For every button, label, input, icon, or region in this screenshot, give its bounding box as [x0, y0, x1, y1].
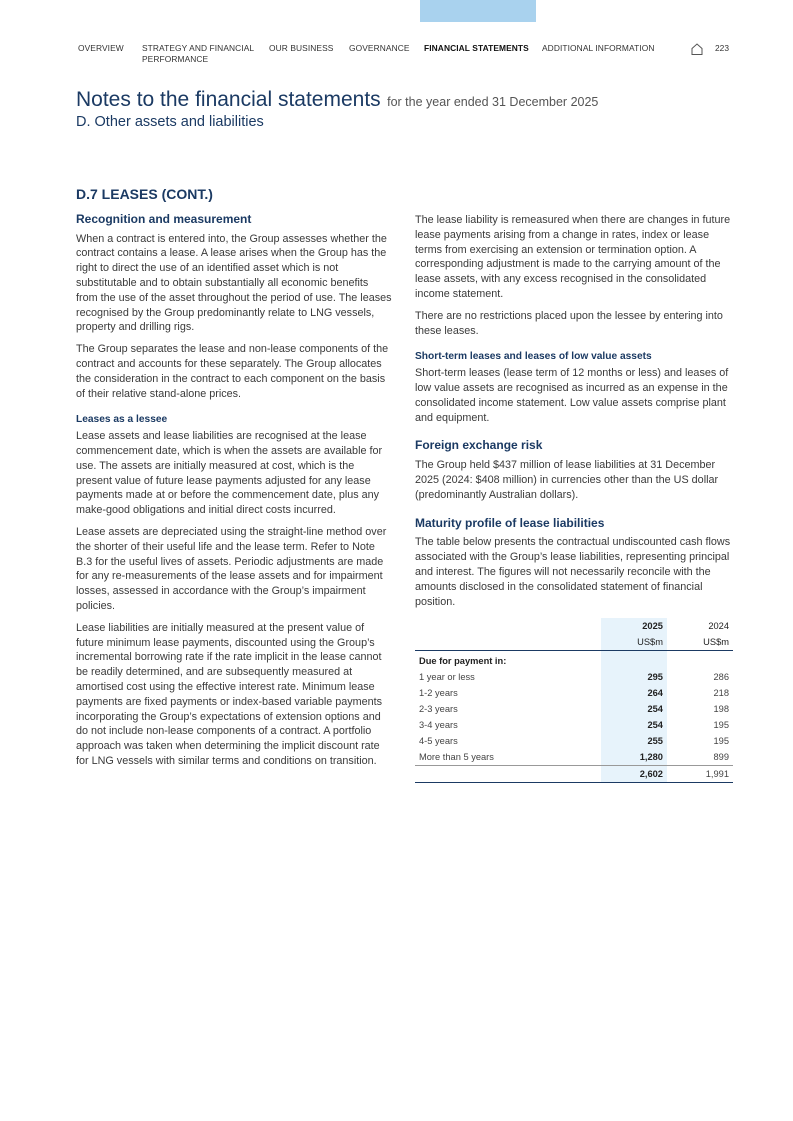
value-2025: 255: [601, 733, 667, 749]
note-heading: D.7 LEASES (CONT.): [76, 186, 213, 202]
maturity-table: [415, 618, 733, 783]
recognition-heading: Recognition and measurement: [76, 211, 252, 226]
row-label: 2-3 years: [419, 703, 458, 714]
short-term-paragraph: Short-term leases (lease term of 12 months or less) and leases of low value assets are recognised as incurred as an expense in the consolidated income statement. Low value assets comprise plant and equipment.: [415, 367, 729, 424]
nav-strategy[interactable]: STRATEGY AND FINANCIAL PERFORMANCE: [142, 43, 254, 64]
lessee-heading: Leases as a lessee: [76, 414, 168, 426]
table-unit-row: [415, 634, 733, 651]
value-2025: 1,280: [601, 749, 667, 766]
short-term-heading: Short-term leases and leases of low value assets: [415, 351, 652, 363]
due-label: Due for payment in:: [419, 655, 507, 666]
row-label: 3-4 years: [419, 719, 458, 730]
nav-overview[interactable]: OVERVIEW: [78, 43, 124, 53]
row-label: 4-5 years: [419, 735, 458, 746]
recognition-paragraph-2: The Group separates the lease and non-lease components of the contract and accounts for these separately. The Group allocates the consideration in the contract to each component on the basis of their relative stand-alone prices.: [76, 343, 389, 400]
lessee-paragraph-3: Lease liabilities are initially measured at the present value of future minimum lease payments, discounted using the Group’s incremental borrowing rate if the rate implicit in the lease cannot be readily determined, and are subsequently measured at amortised cost using the effective interest rate. Minimum lease payments are fixed payments or index-based variable payments incorporating the Group’s expectations of extension options and do not include non-lease components of a contract. A portfolio approach was taken when determining the implicit discount rate for LNG vessels with similar terms and conditions on transition.: [76, 621, 383, 767]
section-title: D. Other assets and liabilities: [76, 114, 264, 130]
left-column: [76, 187, 392, 776]
value-2025: 295: [601, 669, 667, 685]
table-row: [415, 717, 733, 733]
value-2024: 198: [713, 703, 729, 714]
recognition-paragraph-1: When a contract is entered into, the Group assesses whether the contract contains a lease. A lease arises when the Group has the right to direct the use of an identified asset which is not substitutable and to obtain substantially all economic benefits from the use of the asset throughout the period of use. The leases recognised by the Group predominantly relate to LNG vessels, property and drilling rigs.: [76, 232, 392, 334]
restrictions-paragraph: There are no restrictions placed upon the lessee by entering into these leases.: [415, 309, 723, 337]
table-row: [415, 685, 733, 701]
lessee-paragraph-1: Lease assets and lease liabilities are recognised at the lease commencement date, which is when the assets are available for use. The assets are initially measured at cost, which is the present value of future lease payments adjusted for any lease payments made at or before the commencement date, plus any make-good obligations and initial direct costs incurred.: [76, 430, 383, 517]
value-2024: 899: [713, 751, 729, 762]
total-2024: 1,991: [667, 766, 733, 783]
nav-governance[interactable]: GOVERNANCE: [349, 43, 410, 53]
unit-2025: US$m: [601, 634, 667, 651]
fx-paragraph: The Group held $437 million of lease liabilities at 31 December 2025 (2024: $408 million) in currencies other than the US dollar (predominantly Australian dollars).: [415, 459, 719, 501]
page-number: 223: [715, 43, 729, 53]
remeasurement-paragraph: The lease liability is remeasured when there are changes in future lease payments arising from a change in rates, index or lease terms from exercising an extension or termination option. A corresponding adjustment is made to the carrying amount of the lease assets, with any excess recognised in the consolidated income statement.: [415, 214, 731, 300]
nav-financial-statements[interactable]: FINANCIAL STATEMENTS: [424, 43, 529, 53]
table-row: [415, 733, 733, 749]
row-label: 1 year or less: [419, 671, 475, 682]
maturity-paragraph: The table below presents the contractual undiscounted cash flows associated with the Group’s lease liabilities, representing principal and interest. The figures will not necessarily reconcile with the amounts disclosed in the consolidated statement of financial position.: [415, 536, 731, 608]
value-2025: 254: [601, 717, 667, 733]
value-2024: 195: [713, 719, 729, 730]
home-icon[interactable]: [690, 42, 704, 56]
page-title-subtitle: for the year ended 31 December 2025: [387, 95, 599, 109]
right-column: [415, 213, 733, 783]
lessee-paragraph-2: Lease assets are depreciated using the straight-line method over the shorter of their useful life and the lease term. Refer to Note B.3 for the useful lives of assets. Periodic adjustments are made for any re-measurements of the lease assets and for impairment losses, assessed in accordance with the Group’s impairment policies.: [76, 525, 387, 612]
value-2025: 254: [601, 701, 667, 717]
table-row: [415, 701, 733, 717]
maturity-heading: Maturity profile of lease liabilities: [415, 515, 605, 530]
top-navigation: [78, 43, 729, 73]
value-2025: 264: [601, 685, 667, 701]
nav-additional-information[interactable]: ADDITIONAL INFORMATION: [542, 43, 655, 53]
column-2024: 2024: [708, 620, 729, 631]
value-2024: 286: [713, 671, 729, 682]
column-2025: 2025: [601, 618, 667, 634]
table-row: [415, 669, 733, 685]
fx-heading: Foreign exchange risk: [415, 438, 543, 453]
page-title: [76, 88, 598, 112]
table-section-row: [415, 651, 733, 670]
total-2025: 2,602: [601, 766, 667, 783]
table-row: [415, 749, 733, 766]
nav-our-business[interactable]: OUR BUSINESS: [269, 43, 334, 53]
table-total-row: [415, 766, 733, 783]
table-header-row: [415, 618, 733, 634]
page-title-main: Notes to the financial statements: [76, 88, 381, 111]
value-2024: 218: [713, 687, 729, 698]
row-label: 1-2 years: [419, 687, 458, 698]
section-tab-marker: [420, 0, 536, 22]
row-label: More than 5 years: [419, 751, 494, 762]
value-2024: 195: [713, 735, 729, 746]
unit-2024: US$m: [667, 634, 733, 651]
